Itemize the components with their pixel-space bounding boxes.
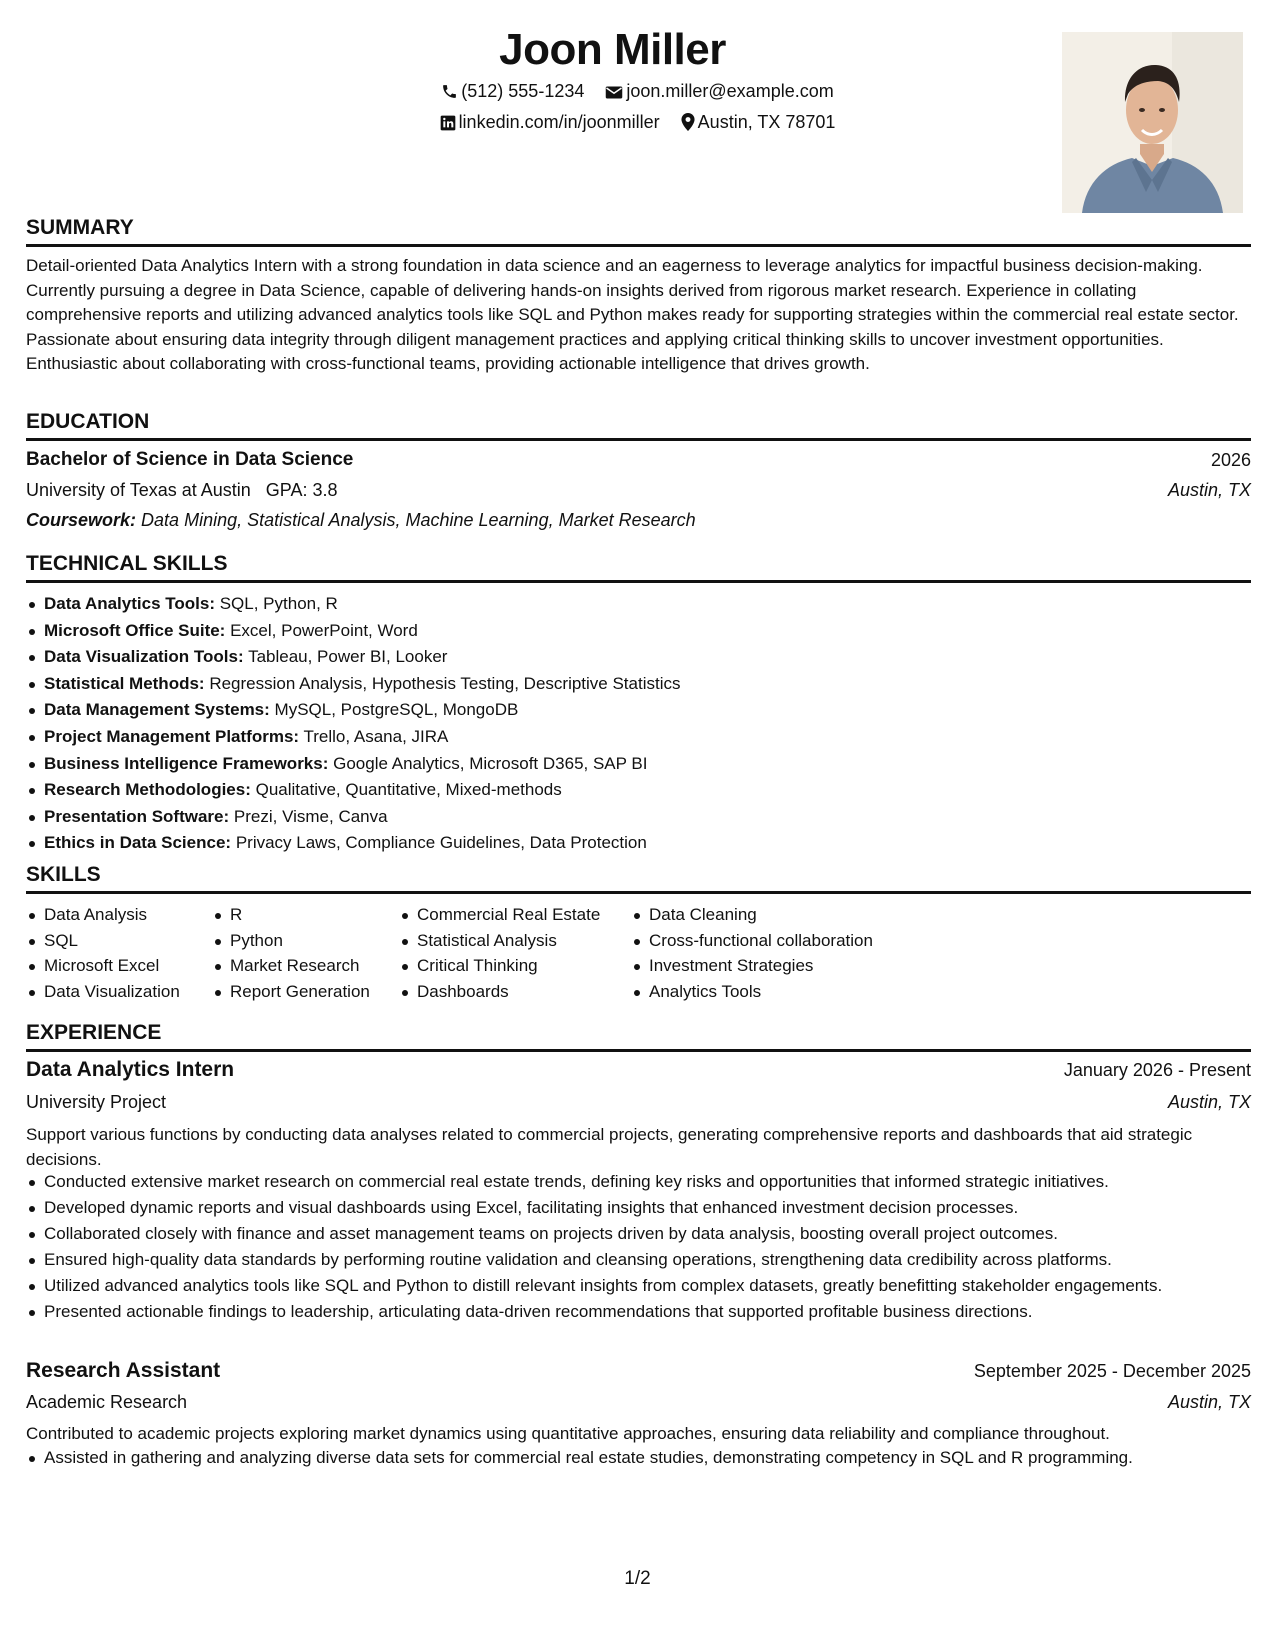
technical-skill-label: Data Analytics Tools:: [44, 594, 215, 613]
job-bullet: Conducted extensive market research on commercial real estate trends, defining key risks and opportunities that informed strategic initiatives.: [26, 1170, 1251, 1195]
technical-skill-label: Business Intelligence Frameworks:: [44, 753, 329, 773]
job-1-description: Support various functions by conducting data analyses related to commercial projects, generating comprehensive reports and dashboards that aid strategic decisions.: [26, 1125, 1193, 1169]
education-degree-row: [26, 448, 1251, 472]
technical-skill-value: MySQL, PostgreSQL, MongoDB: [274, 700, 519, 720]
technical-skill-value: Privacy Laws, Compliance Guidelines, Data Protection: [235, 833, 647, 853]
job-2-title-row: [26, 1359, 1251, 1384]
person-portrait-icon: [1062, 32, 1243, 213]
envelope-icon: [605, 85, 623, 100]
job-2-bullets: [26, 1446, 1251, 1472]
coursework-row: [26, 508, 1251, 532]
job-2-org: Academic Research: [26, 1392, 188, 1412]
technical-skill-value: Excel, PowerPoint, Word: [230, 620, 418, 640]
technical-skill-value: Prezi, Visme, Canva: [233, 806, 388, 826]
skills-column: [399, 902, 600, 1004]
technical-skill-value: Tableau, Power BI, Looker: [248, 647, 448, 667]
technical-skill-label: Statistical Methods:: [44, 673, 205, 693]
skills-grid: [26, 902, 1251, 1012]
skill-item: Statistical Analysis: [399, 928, 600, 954]
skill-item: Data Visualization: [26, 979, 180, 1005]
skill-item: Python: [212, 928, 370, 954]
job-1-location: Austin, TX: [1167, 1092, 1251, 1112]
job-1-bullets: [26, 1170, 1251, 1326]
skill-item: SQL: [26, 928, 180, 954]
education-heading: EDUCATION: [26, 408, 1251, 441]
skill-item: Cross-functional collaboration: [631, 928, 873, 954]
map-pin-icon: [681, 113, 695, 131]
coursework-list: Data Mining, Statistical Analysis, Machine Learning, Market Research: [141, 510, 696, 530]
skills-column: [26, 902, 180, 1004]
technical-skill-label: Project Management Platforms:: [44, 726, 300, 746]
technical-skill-value: Trello, Asana, JIRA: [303, 726, 449, 746]
technical-skill-item: [26, 591, 1251, 618]
technical-skill-label: Ethics in Data Science:: [44, 833, 232, 853]
job-bullet: Presented actionable findings to leadership, articulating data-driven recommendations that supported profitable business directions.: [26, 1300, 1251, 1325]
resume-header: [26, 22, 1251, 212]
job-1-title: Data Analytics Intern: [26, 1058, 235, 1081]
skills-column: [212, 902, 370, 1004]
contact-email[interactable]: [605, 78, 833, 104]
job-1-org: University Project: [26, 1092, 167, 1112]
job-bullet: Developed dynamic reports and visual dashboards using Excel, facilitating insights that enhanced investment decision processes.: [26, 1196, 1251, 1221]
job-1-org-row: [26, 1090, 1251, 1114]
technical-skills-list: [26, 591, 1251, 857]
skill-item: Analytics Tools: [631, 979, 873, 1005]
technical-skill-label: Microsoft Office Suite:: [44, 620, 226, 640]
contact-linkedin[interactable]: [440, 109, 660, 135]
job-2-location: Austin, TX: [1167, 1392, 1251, 1412]
job-1-dates: January 2026 - Present: [1063, 1060, 1251, 1080]
skill-item: Market Research: [212, 953, 370, 979]
phone-icon: [441, 83, 458, 100]
skill-item: Critical Thinking: [399, 953, 600, 979]
linkedin-icon: [440, 115, 456, 131]
email-text: joon.miller@example.com: [626, 81, 834, 101]
job-bullet: Assisted in gathering and analyzing diverse data sets for commercial real estate studies, demonstrating competency in SQL and R programming.: [26, 1446, 1251, 1471]
skill-item: Commercial Real Estate: [399, 902, 600, 928]
job-1-title-row: [26, 1058, 1251, 1083]
page-number: 1/2: [624, 1568, 651, 1589]
skill-item: R: [212, 902, 370, 928]
coursework-label: Coursework:: [26, 510, 137, 530]
school-name: University of Texas at Austin: [26, 480, 251, 500]
phone-text: (512) 555-1234: [461, 81, 585, 101]
job-2-description: Contributed to academic projects exploring market dynamics using quantitative approaches, ensuring data reliability and compliance throughout.: [26, 1424, 1110, 1443]
technical-skill-item: [26, 777, 1251, 804]
technical-skill-item: [26, 804, 1251, 831]
skills-column: [631, 902, 873, 1004]
skill-item: Microsoft Excel: [26, 953, 180, 979]
skill-item: Data Analysis: [26, 902, 180, 928]
linkedin-text: linkedin.com/in/joonmiller: [458, 112, 660, 132]
resume-page: [26, 0, 1251, 1650]
skills-heading: SKILLS: [26, 861, 1251, 894]
school-location: Austin, TX: [1167, 480, 1251, 500]
location-text: Austin, TX 78701: [697, 112, 836, 132]
technical-skill-item: [26, 724, 1251, 751]
technical-skill-item: [26, 697, 1251, 724]
technical-skills-heading: TECHNICAL SKILLS: [26, 550, 1251, 583]
technical-skill-value: Regression Analysis, Hypothesis Testing, Descriptive Statistics: [209, 673, 681, 693]
candidate-name: Joon Miller: [499, 25, 726, 74]
job-bullet: Ensured high-quality data standards by performing routine validation and cleansing operations, strengthening data credibility across platforms.: [26, 1248, 1251, 1273]
skill-item: Data Cleaning: [631, 902, 873, 928]
job-2-org-row: [26, 1390, 1251, 1414]
technical-skill-item: [26, 618, 1251, 645]
summary-text: Detail-oriented Data Analytics Intern with a strong foundation in data science and an eagerness to leverage analytics for impactful business decision-making. Currently pursuing a degree in Data Science, capable of delivering hands-on insights derived from rigorous market research. Experience in collating comprehensive reports and utilizing advanced analytics tools like SQL and Python makes ready for supporting strategies within the commercial real estate sector. Passionate about ensuring data integrity through diligent management practices and applying critical thinking skills to uncover investment opportunities. Enthusiastic about collaborating with cross-functional teams, providing actionable intelligence that drives growth.: [26, 256, 1239, 373]
gpa: GPA: 3.8: [265, 480, 338, 500]
summary-heading: SUMMARY: [26, 214, 1251, 247]
technical-skill-value: Google Analytics, Microsoft D365, SAP BI: [333, 753, 648, 773]
contact-location: [681, 109, 836, 135]
job-2-title: Research Assistant: [26, 1359, 221, 1382]
technical-skill-label: Data Management Systems:: [44, 700, 270, 720]
technical-skill-label: Presentation Software:: [44, 806, 230, 826]
job-bullet: Collaborated closely with finance and asset management teams on projects driven by data analysis, boosting overall project outcomes.: [26, 1222, 1251, 1247]
technical-skill-value: Qualitative, Quantitative, Mixed-methods: [255, 780, 562, 800]
profile-photo: [1062, 32, 1243, 213]
technical-skill-item: [26, 830, 1251, 857]
job-bullet: Utilized advanced analytics tools like SQL and Python to distill relevant insights from complex datasets, greatly benefitting stakeholder engagements.: [26, 1274, 1251, 1299]
degree-name: Bachelor of Science in Data Science: [26, 449, 354, 470]
skill-item: Report Generation: [212, 979, 370, 1005]
technical-skill-value: SQL, Python, R: [219, 594, 338, 613]
experience-heading: EXPERIENCE: [26, 1019, 1251, 1052]
technical-skill-item: [26, 671, 1251, 698]
technical-skill-label: Data Visualization Tools:: [44, 647, 244, 667]
technical-skill-label: Research Methodologies:: [44, 780, 251, 800]
skill-item: Investment Strategies: [631, 953, 873, 979]
technical-skill-item: [26, 644, 1251, 671]
contact-phone[interactable]: [441, 78, 584, 104]
technical-skill-item: [26, 751, 1251, 778]
education-school-row: [26, 478, 1251, 502]
graduation-year: 2026: [1210, 450, 1251, 470]
skill-item: Dashboards: [399, 979, 600, 1005]
job-2-dates: September 2025 - December 2025: [973, 1361, 1251, 1381]
